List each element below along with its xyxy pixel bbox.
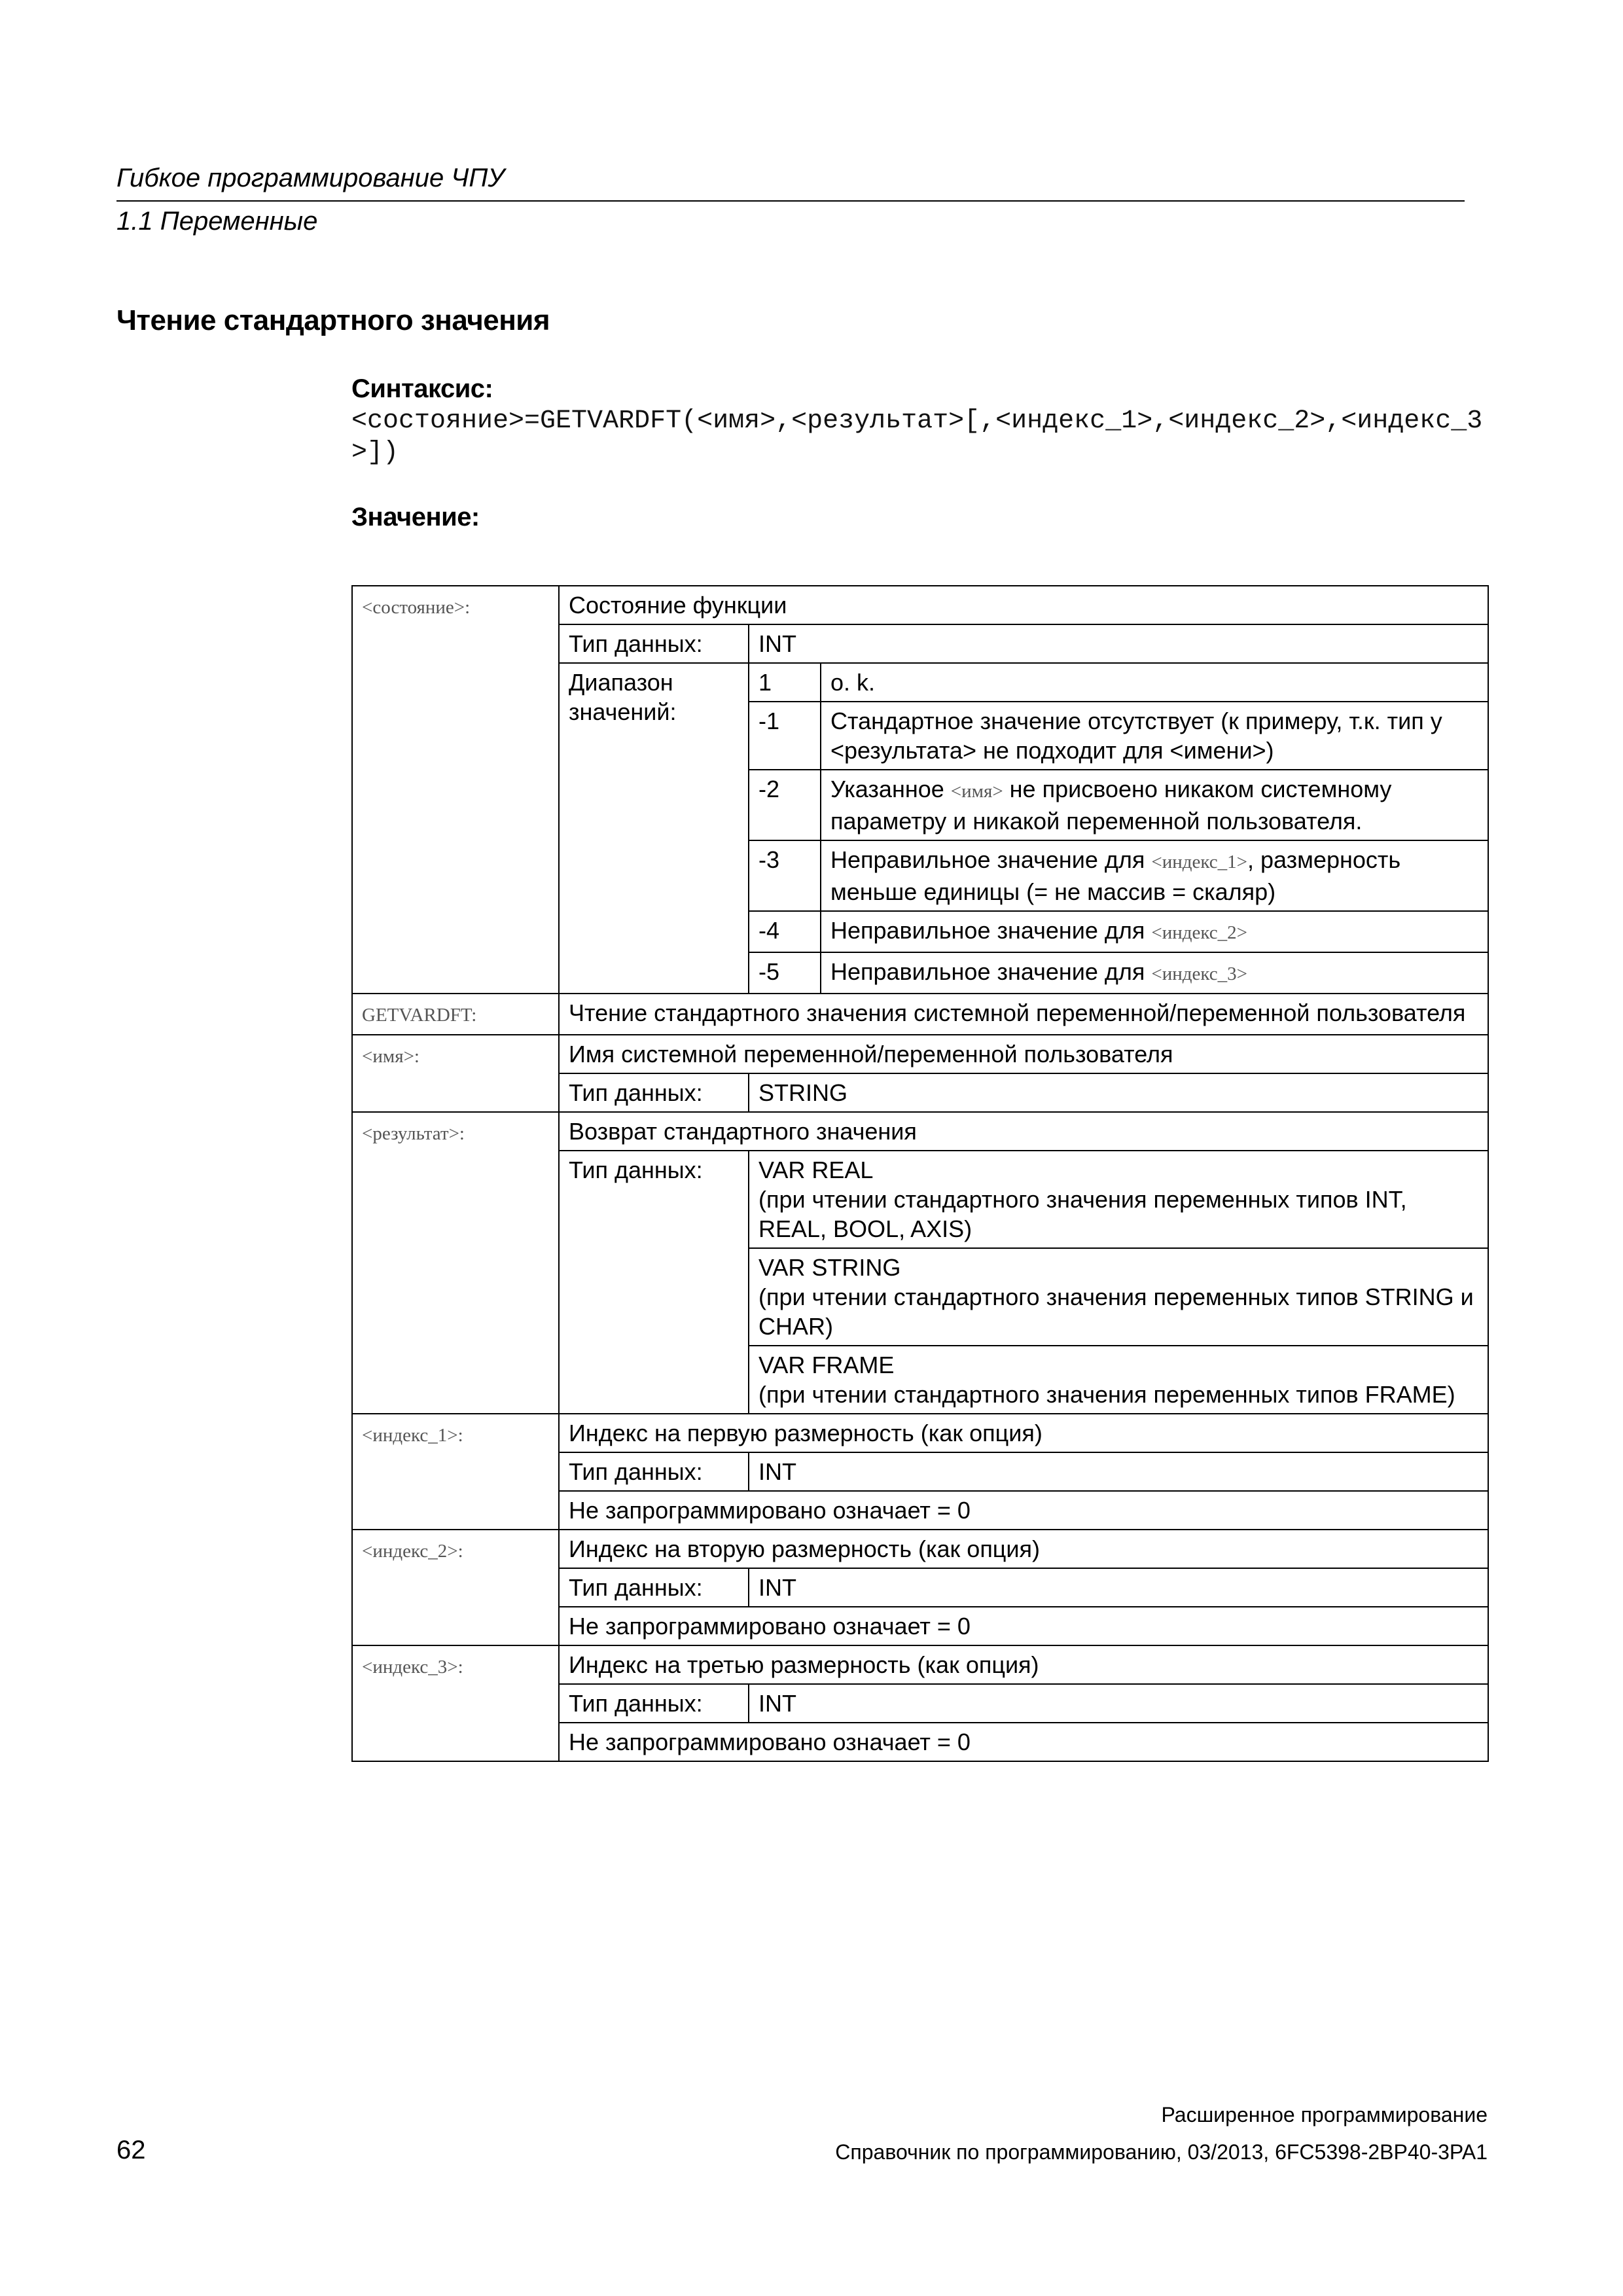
index-description: Индекс на третью размерность (как опция) (559, 1645, 1488, 1684)
status-code: -4 (749, 911, 821, 952)
header-divider (116, 200, 1465, 202)
result-type-name: VAR STRING (758, 1254, 901, 1281)
running-header-subtitle: 1.1 Переменные (116, 207, 318, 236)
index-description: Индекс на первую размерность (как опция) (559, 1414, 1488, 1452)
name-description: Имя системной переменной/переменной пользователя (559, 1035, 1488, 1073)
param-result: <результат>: (352, 1112, 559, 1414)
status-text: o. k. (821, 663, 1488, 702)
status-text (821, 770, 1488, 840)
result-type-note: (при чтении стандартного значения переменных типов INT, REAL, BOOL, AXIS) (758, 1186, 1407, 1242)
result-type-name: VAR FRAME (758, 1352, 895, 1378)
table-row (352, 1530, 1488, 1568)
type-label: Тип данных: (559, 624, 749, 663)
table-row (352, 1414, 1488, 1452)
status-description: Состояние функции (559, 586, 1488, 624)
status-code: -2 (749, 770, 821, 840)
status-text-part: Указанное (830, 776, 951, 802)
meaning-heading: Значение: (351, 503, 480, 531)
status-text (821, 952, 1488, 994)
parameter-table (351, 585, 1489, 1762)
type-label: Тип данных: (559, 1568, 749, 1607)
param-index-2: <индекс_2>: (352, 1530, 559, 1645)
running-header-title: Гибкое программирование ЧПУ (116, 164, 505, 192)
section-title: Чтение стандартного значения (116, 304, 550, 336)
param-status: <состояние>: (352, 586, 559, 994)
type-label: Тип данных: (559, 1151, 749, 1414)
result-type (749, 1346, 1488, 1414)
status-text (821, 911, 1488, 952)
index-note: Не запрограммировано означает = 0 (559, 1607, 1488, 1645)
param-ref: <индекс_3> (1151, 963, 1248, 984)
index-note: Не запрограммировано означает = 0 (559, 1491, 1488, 1530)
type-value: INT (749, 624, 1488, 663)
type-value: INT (749, 1568, 1488, 1607)
table-row (352, 1645, 1488, 1684)
type-value: STRING (749, 1073, 1488, 1112)
result-type-note: (при чтении стандартного значения переменных типов FRAME) (758, 1381, 1455, 1408)
table-row (352, 994, 1488, 1035)
param-index-1: <индекс_1>: (352, 1414, 559, 1530)
syntax-heading: Синтаксис: (351, 374, 493, 403)
result-type (749, 1151, 1488, 1248)
param-ref: <индекс_2> (1151, 922, 1248, 943)
status-code: 1 (749, 663, 821, 702)
type-value: INT (749, 1452, 1488, 1491)
type-label: Тип данных: (559, 1452, 749, 1491)
status-code: -5 (749, 952, 821, 994)
status-text-part: Неправильное значение для (830, 846, 1152, 873)
param-ref: <имя> (950, 781, 1003, 802)
status-text-part: Неправильное значение для (830, 917, 1152, 944)
status-text-part: , размерность меньше единицы (= не массив = скаляр) (830, 846, 1401, 905)
result-type-note: (при чтении стандартного значения переменных типов STRING и CHAR) (758, 1283, 1474, 1340)
index-description: Индекс на вторую размерность (как опция) (559, 1530, 1488, 1568)
footer-book-title: Расширенное программирование (1161, 2103, 1488, 2126)
table-row (352, 586, 1488, 624)
param-name: <имя>: (352, 1035, 559, 1112)
type-label: Тип данных: (559, 1073, 749, 1112)
page-number: 62 (116, 2136, 146, 2164)
status-text (821, 840, 1488, 911)
table-row (352, 1035, 1488, 1073)
param-getvardft: GETVARDFT: (352, 994, 559, 1035)
status-code: -1 (749, 702, 821, 770)
param-index-3: <индекс_3>: (352, 1645, 559, 1761)
result-type-name: VAR REAL (758, 1157, 874, 1183)
range-label: Диапазон значений: (559, 663, 749, 994)
type-value: INT (749, 1684, 1488, 1723)
getvardft-description: Чтение стандартного значения системной переменной/переменной пользователя (559, 994, 1488, 1035)
footer-reference: Справочник по программированию, 03/2013, 6FC5398-2BP40-3PA1 (835, 2140, 1488, 2164)
status-code: -3 (749, 840, 821, 911)
index-note: Не запрограммировано означает = 0 (559, 1723, 1488, 1761)
result-description: Возврат стандартного значения (559, 1112, 1488, 1151)
syntax-code: <состояние>=GETVARDFT(<имя>,<результат>[,<индекс_1>,<индекс_2>,<индекс_3>]) (351, 406, 1483, 467)
type-label: Тип данных: (559, 1684, 749, 1723)
result-type (749, 1248, 1488, 1346)
status-text-part: не присвоено никаком системному параметру и никакой переменной пользователя. (830, 776, 1392, 834)
status-text-part: Неправильное значение для (830, 958, 1152, 985)
table-row (352, 1112, 1488, 1151)
param-ref: <индекс_1> (1151, 852, 1248, 872)
status-text: Стандартное значение отсутствует (к примеру, т.к. тип у <результата> не подходит для <имени>) (821, 702, 1488, 770)
